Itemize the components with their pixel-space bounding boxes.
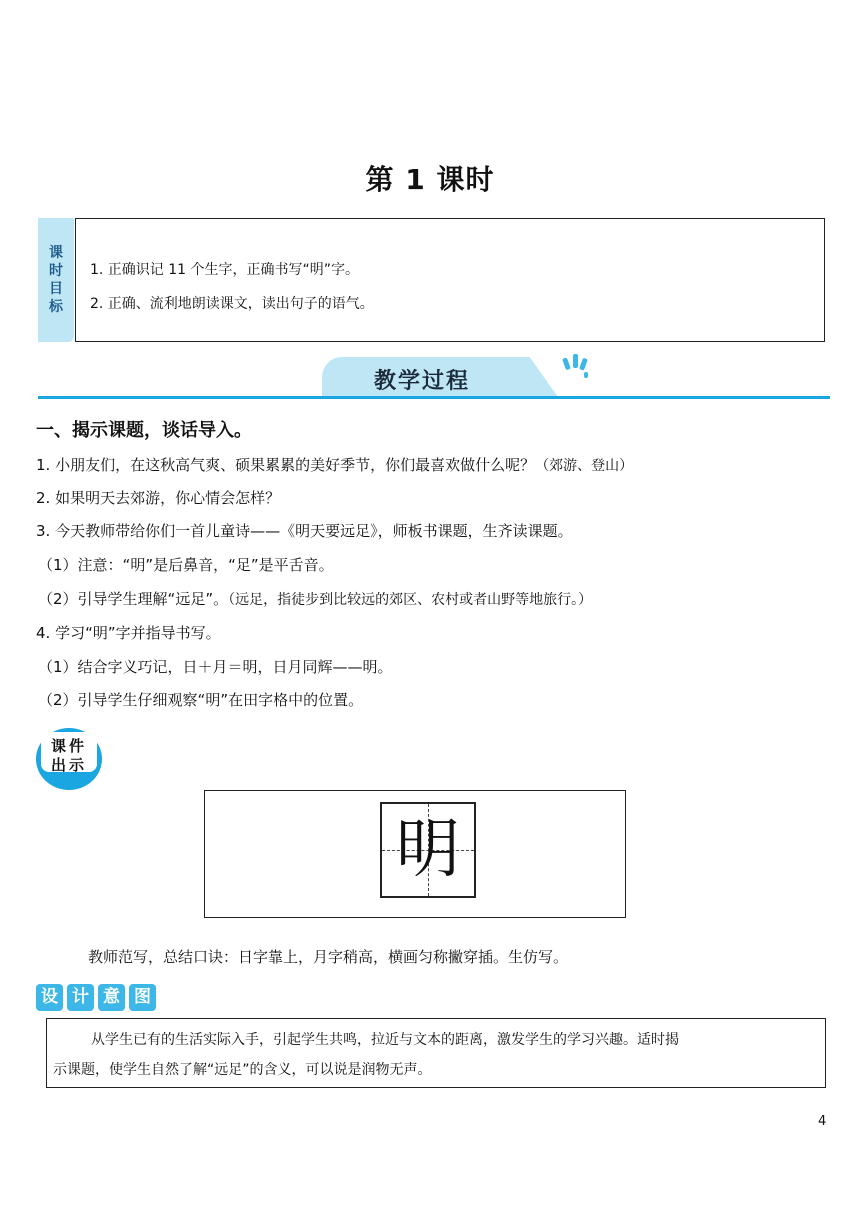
paragraph-note: （郊游、登山） xyxy=(535,458,634,474)
goals-tab-char: 目 xyxy=(49,281,63,297)
design-intent-tags xyxy=(36,984,160,1012)
design-tag: 图 xyxy=(129,984,156,1011)
design-intent-text: 示课题，使学生自然了解“远足”的含义，可以说是润物无声。 xyxy=(53,1062,432,1078)
teacher-note: 教师范写，总结口诀：日字靠上，月字稍高，横画匀称撇穿插。生仿写。 xyxy=(88,948,569,966)
paragraph xyxy=(38,588,592,609)
paragraph-note: （远足，指徒步到比较远的郊区、农村或者山野等地旅行。） xyxy=(228,592,593,608)
sample-character: 明 xyxy=(396,813,460,887)
paragraph: （1）注意：“明”是后鼻音，“足”是平舌音。 xyxy=(38,556,334,574)
lesson-title: 第 1 课时 xyxy=(365,163,495,196)
process-banner-rule xyxy=(38,396,830,399)
paragraph xyxy=(36,454,633,475)
paragraph-text: 1. 小朋友们，在这秋高气爽、硕果累累的美好季节，你们最喜欢做什么呢？ xyxy=(36,456,536,474)
design-tag: 意 xyxy=(98,984,125,1011)
goals-tab-label xyxy=(38,244,74,316)
badge-text: 课件 xyxy=(50,737,87,755)
paragraph: （2）引导学生仔细观察“明”在田字格中的位置。 xyxy=(38,691,364,709)
goals-box xyxy=(75,218,825,342)
paragraph: （1）结合字义巧记，日＋月＝明，日月同辉——明。 xyxy=(38,658,393,676)
badge-text: 出示 xyxy=(50,756,87,774)
goals-tab xyxy=(38,218,74,342)
paragraph: 2. 如果明天去郊游，你心情会怎样？ xyxy=(36,489,281,507)
goals-tab-char: 时 xyxy=(49,263,63,279)
tian-grid xyxy=(380,802,476,898)
goals-tab-char: 标 xyxy=(49,299,63,315)
page-number: 4 xyxy=(818,1114,827,1129)
design-intent-box xyxy=(46,1018,826,1088)
paragraph: 4. 学习“明”字并指导书写。 xyxy=(36,624,221,642)
design-intent-text: 从学生已有的生活实际入手，引起学生共鸣，拉近与文本的距离，激发学生的学习兴趣。适时揭 xyxy=(91,1032,679,1048)
section-heading: 一、揭示课题，谈话导入。 xyxy=(36,420,252,441)
goal-item: 1. 正确识记 11 个生字，正确书写“明”字。 xyxy=(90,262,360,278)
design-tag: 设 xyxy=(36,984,63,1011)
courseware-badge xyxy=(36,728,102,790)
splash-decoration-icon xyxy=(560,352,590,382)
goals-tab-char: 课 xyxy=(49,245,63,261)
paragraph-text: （2）引导学生理解“远足”。 xyxy=(38,590,229,608)
design-tag: 计 xyxy=(67,984,94,1011)
goal-item: 2. 正确、流利地朗读课文，读出句子的语气。 xyxy=(90,296,374,312)
process-banner-title: 教学过程 xyxy=(373,369,470,394)
paragraph: 3. 今天教师带给你们一首儿童诗——《明天要远足》，师板书课题，生齐读课题。 xyxy=(36,522,573,540)
